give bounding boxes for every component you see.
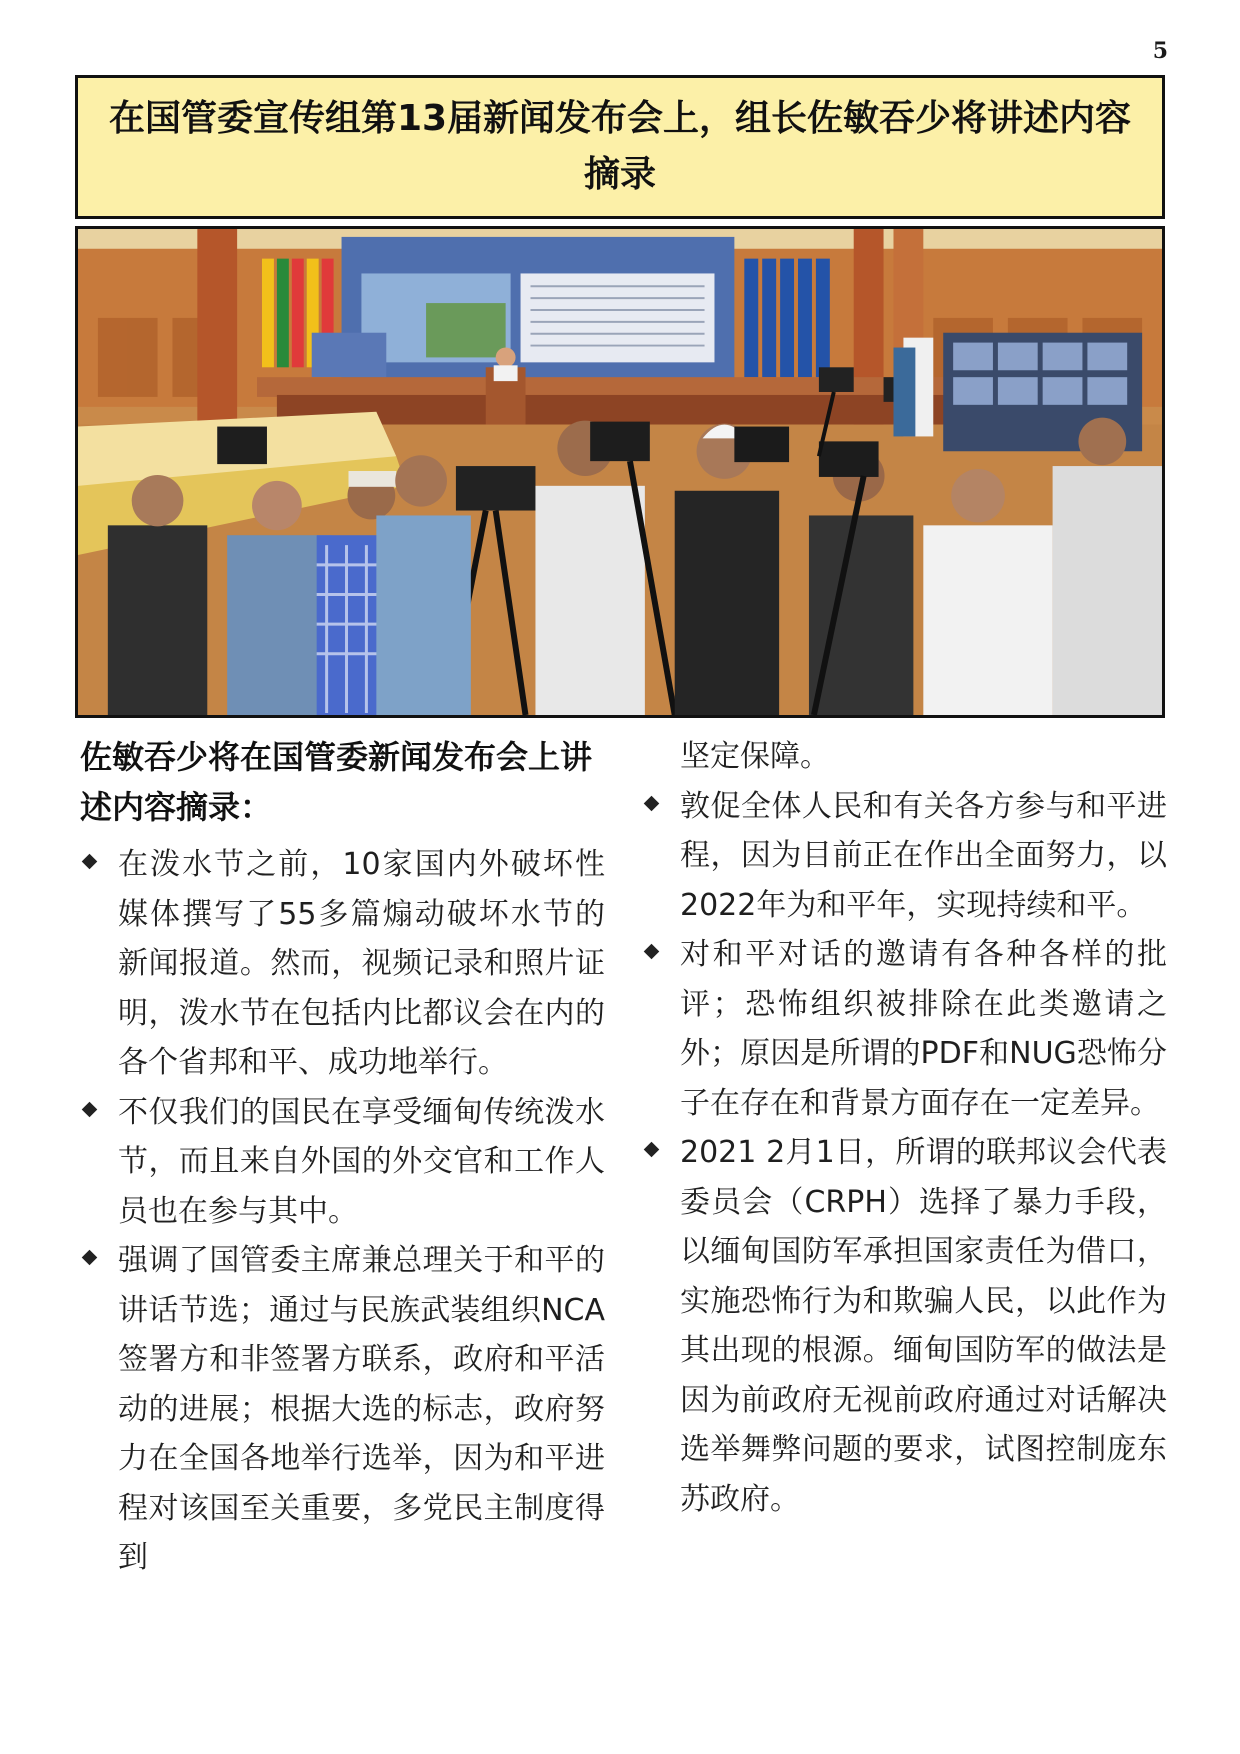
list-item: 2021 2月1日，所谓的联邦议会代表委员会（CRPH）选择了暴力手段，以缅甸国防军承担国家责任为借口，实施恐怖行为和欺骗人民，以此作为其出现的根源。缅甸国防军的做法是因为前政府无视前政府通过对话解决选举舞弊问题的要求，试图控制庞东苏政府。: [642, 1128, 1167, 1524]
list-item: 对和平对话的邀请有各种各样的批评；恐怖组织被排除在此类邀请之外；原因是所谓的PDF和NUG恐怖分子在存在和背景方面存在一定差异。: [642, 930, 1167, 1128]
diamond-bullet-icon: [82, 1250, 98, 1266]
continued-text: 坚定保障。: [680, 739, 830, 774]
page-number: 5: [1152, 38, 1168, 64]
section-title: 佐敏吞少将在国管委新闻发布会上讲述内容摘录：: [80, 738, 593, 826]
left-column: [80, 732, 605, 1583]
diamond-bullet-icon: [82, 854, 98, 870]
right-bullet-list: [642, 782, 1167, 1525]
diamond-bullet-icon: [644, 944, 660, 960]
right-column: [642, 732, 1167, 1524]
list-item: 不仅我们的国民在享受缅甸传统泼水节，而且来自外国的外交官和工作人员也在参与其中。: [80, 1088, 605, 1237]
list-item: 在泼水节之前，10家国内外破坏性媒体撰写了55多篇煽动破坏水节的新闻报道。然而，视频记录和照片证明，泼水节在包括内比都议会在内的各个省邦和平、成功地举行。: [80, 840, 605, 1088]
list-item: 强调了国管委主席兼总理关于和平的讲话节选；通过与民族武装组织NCA签署方和非签署方联系，政府和平活动的进展；根据大选的标志，政府努力在全国各地举行选举，因为和平进程对该国至关重要，多党民主制度得到: [80, 1236, 605, 1583]
diamond-bullet-icon: [644, 795, 660, 811]
list-item: 敦促全体人民和有关各方参与和平进程，因为目前正在作出全面努力，以2022年为和平年，实现持续和平。: [642, 782, 1167, 931]
diamond-bullet-icon: [644, 1142, 660, 1158]
headline: 在国管委宣传组第13届新闻发布会上，组长佐敏吞少将讲述内容摘录: [108, 98, 1132, 195]
diamond-bullet-icon: [82, 1101, 98, 1117]
press-conference-photo: [75, 226, 1165, 718]
headline-box: [75, 75, 1165, 219]
left-bullet-list: [80, 840, 605, 1583]
press-conference-illustration: [78, 229, 1162, 715]
